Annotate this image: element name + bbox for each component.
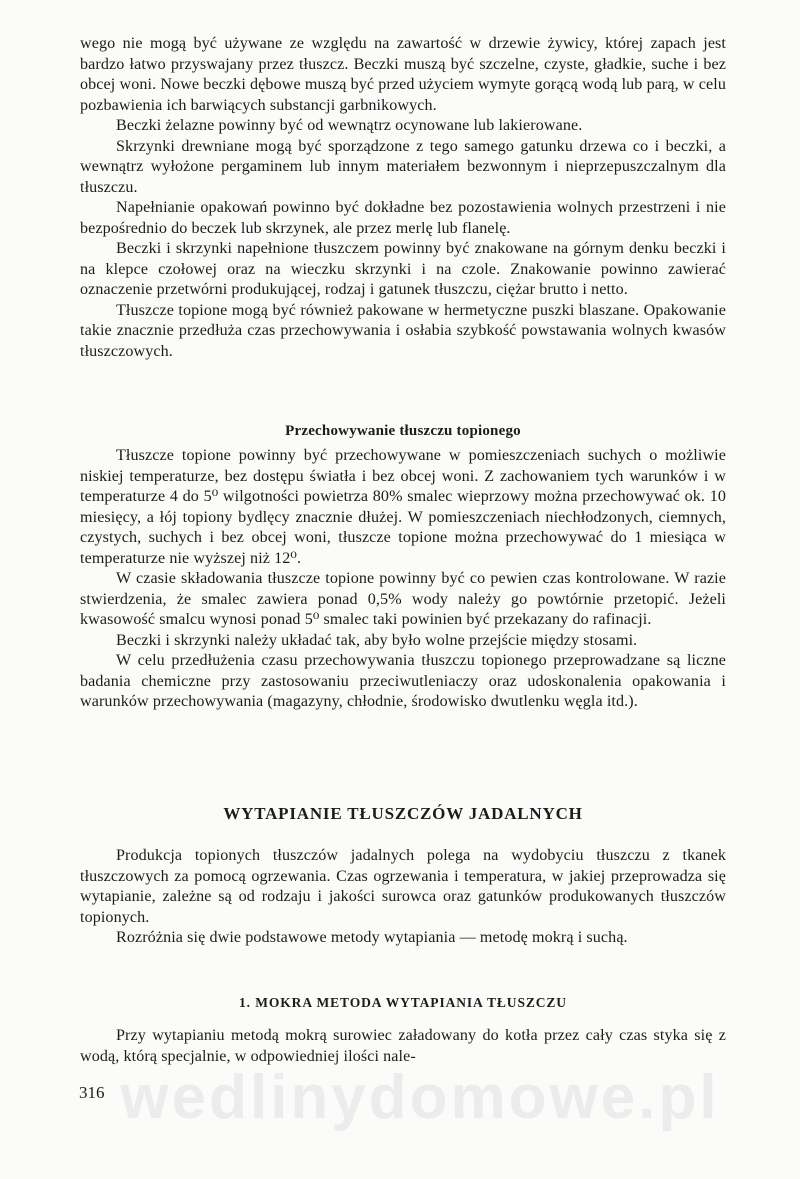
paragraph: Przy wytapianiu metodą mokrą surowiec załadowany do kotła przez cały czas styka się z wodą, którą specjalnie, w odpowiedniej ilości nale- [80,1027,726,1065]
subsection-heading: 1. MOKRA METODA WYTAPIANIA TŁUSZCZU [239,995,567,1010]
paragraph: Napełnianie opakowań powinno być dokładne bez pozostawienia wolnych przestrzeni i nie bezpośrednio do beczek lub skrzynek, ale przez merlę lub flanelę. [80,199,726,237]
paragraph: Beczki żelazne powinny być od wewnątrz ocynowane lub lakierowane. [116,117,583,134]
watermark: wedlinydomowe.pl [120,1063,720,1132]
subsection-text-block [80,1026,726,1067]
paragraph: Beczki i skrzynki należy układać tak, aby było wolne przejście między stosami. [116,631,638,649]
paragraph: Rozróżnia się dwie podstawowe metody wytapiania — metodę mokrą i suchą. [116,929,628,946]
paragraph: W celu przedłużenia czasu przechowywania tłuszczu topionego przeprowadzane są liczne badania chemiczne przy zastosowaniu przeciwutleniaczy oraz udoskonalenia opakowania i warunków przechowywania (magazyny, chłodnie, środowisko dwutlenku węgla itd.). [80,652,726,710]
paragraph: wego nie mogą być używane ze względu na zawartość w drzewie żywicy, której zapach jest bardzo łatwo przyswajany przez tłuszcz. Beczki muszą być szczelne, czyste, gładkie, suche i bez obcej woni. Nowe beczki dębowe muszą być przed użyciem wymyte gorącą wodą lub parą, w celu pozbawienia ich barwiących substancji garbnikowych. [80,35,726,114]
page-number: 316 [79,1083,105,1102]
paragraph: Beczki i skrzynki napełnione tłuszczem powinny być znakowane na górnym denku beczki i na klepce czołowej oraz na wieczku skrzynki i na czole. Znakowanie powinno zawierać oznaczenie przetwórni produkującej, rodzaj i gatunek tłuszczu, ciężar brutto i netto. [80,240,726,298]
chapter-heading: WYTAPIANIE TŁUSZCZÓW JADALNYCH [223,804,583,823]
paragraph: Produkcja topionych tłuszczów jadalnych polega na wydobyciu tłuszczu z tkanek tłuszczowych za pomocą ogrzewania. Czas ogrzewania i temperatura, w jakiej przeprowadza się wytapianie, zależne są od rodzaju i jakości surowca oraz gatunków produkowanych tłuszczów topionych. [80,847,726,926]
top-text-block [80,34,726,362]
paragraph: Skrzynki drewniane mogą być sporządzone z tego samego gatunku drzewa co i beczki, a wewnątrz wyłożone pergaminem lub innym materiałem bezwonnym i nieprzepuszczalnym dla tłuszczu. [80,137,726,196]
storage-text-block [80,446,726,713]
paragraph: W czasie składowania tłuszcze topione powinny być co pewien czas kontrolowane. W razie stwierdzenia, że smalec zawiera ponad 0,5% wody należy go powtórnie przetopić. Jeżeli kwasowość smalcu wynosi ponad 5⁰ smalec taki powinien być przekazany do rafinacji. [80,570,726,628]
paragraph: Tłuszcze topione mogą być również pakowane w hermetyczne puszki blaszane. Opakowanie takie znacznie przedłuża czas przechowywania i osłabia szybkość powstawania wolnych kwasów tłuszczowych. [80,301,726,360]
section-heading-storage: Przechowywanie tłuszczu topionego [285,423,521,439]
chapter-text-block [80,846,726,949]
paragraph: Tłuszcze topione powinny być przechowywane w pomieszczeniach suchych o możliwie niskiej temperaturze, bez dostępu światła i bez obcej woni. Z zachowaniem tych warunków i w temperaturze 4 do 5⁰ wilgotności powietrza 80% smalec wieprzowy można przechowywać ok. 10 miesięcy, a łój topiony bydlęcy znacznie dłużej. W pomieszczeniach niechłodzonych, ciemnych, czystych, suchych i bez obcej woni, tłuszcze topione można przechowywać do 1 miesiąca w temperaturze nie wyższej niż 12⁰. [80,447,726,567]
